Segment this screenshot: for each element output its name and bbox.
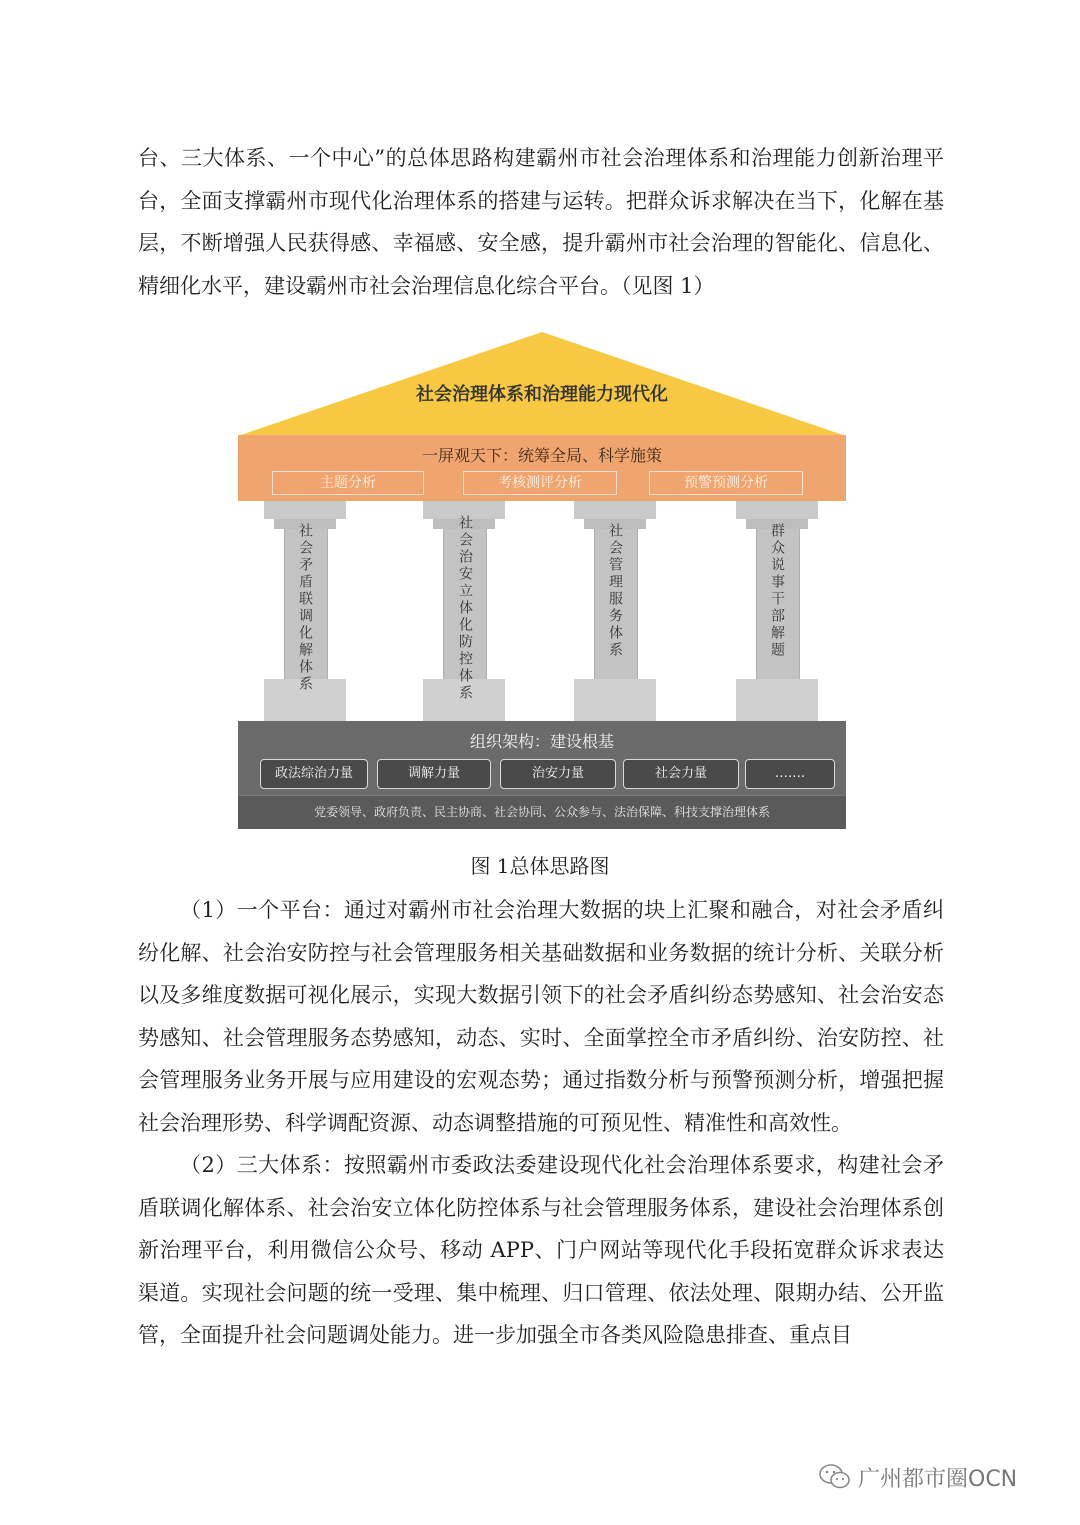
- force-political-legal: 政法综治力量: [260, 759, 368, 789]
- header-title: 一屏观天下：统筹全局、科学施策: [421, 446, 662, 465]
- header-box-warning-analysis: 预警预测分析: [649, 471, 803, 495]
- pillar-label: 社会治安立体化防控体系: [457, 515, 473, 702]
- pillars-row: [238, 501, 846, 723]
- force-more: …….: [745, 759, 835, 789]
- figure-caption: 图 1总体思路图: [470, 854, 610, 878]
- foundation-title: 组织架构：建设根基: [469, 732, 614, 751]
- overall-concept-diagram: [238, 332, 846, 828]
- section-one-paragraph: （1）一个平台：通过对霸州市社会治理大数据的块上汇聚和融合，对社会矛盾纠纷化解、社会治安防控与社会管理服务相关基础数据和业务数据的统计分析、关联分析以及多维度数据可视化展示，实现大数据引领下的社会矛盾纠纷态势感知、社会治安态势感知、社会管理服务态势感知，动态、实时、全面掌控全市矛盾纠纷、治安防控、社会管理服务业务开展与应用建设的宏观态势；通过指数分析与预警预测分析，增强把握社会治理形势、科学调配资源、动态调整措施的可预见性、精准性和高效性。: [138, 898, 944, 1135]
- intro-paragraph: 台、三大体系、一个中心”的总体思路构建霸州市社会治理体系和治理能力创新治理平台，全面支撑霸州市现代化治理体系的搭建与运转。把群众诉求解决在当下，化解在基层，不断增强人民获得感、幸福感、安全感，提升霸州市社会治理的智能化、信息化、精细化水平，建设霸州市社会治理信息化综合平台。（见图 1）: [138, 146, 944, 298]
- pillar-conflict-resolution: [264, 501, 346, 723]
- pillar-social-management: [574, 501, 656, 723]
- header-band: [238, 435, 846, 501]
- pillar-label: 社会矛盾联调化解体系: [297, 523, 313, 693]
- section-two-paragraph: （2）三大体系：按照霸州市委政法委建设现代化社会治理体系要求，构建社会矛盾联调化解体系、社会治安立体化防控体系与社会管理服务体系，建设社会治理体系创新治理平台，利用微信公众号、移动 APP、门户网站等现代化手段拓宽群众诉求表达渠道。实现社会问题的统一受理、集中梳理、归口管理、依法处理、限期办结、公开监管，全面提升社会问题调处能力。进一步加强全市各类风险隐患排查、重点目: [138, 1153, 944, 1348]
- foundation-bottom-text: 党委领导、政府负责、民主协商、社会协同、公众参与、法治保障、科技支撑治理体系: [238, 795, 846, 829]
- wechat-icon: [818, 1463, 852, 1491]
- force-public-order: 治安力量: [500, 759, 616, 789]
- pillar-people-speak: [736, 501, 818, 723]
- watermark: [818, 1460, 1017, 1494]
- roof-title: 社会治理体系和治理能力现代化: [416, 384, 668, 405]
- header-box-assessment-analysis: 考核测评分析: [463, 471, 617, 495]
- pillar-label: 群众说事干部解题: [769, 523, 785, 659]
- foundation-band: [238, 721, 846, 828]
- header-box-theme-analysis: 主题分析: [272, 471, 424, 495]
- pillar-public-security: [423, 501, 505, 723]
- pillar-label: 社会管理服务体系: [607, 523, 623, 659]
- watermark-text: 广州都市圈OCN: [858, 1466, 1018, 1492]
- force-social: 社会力量: [623, 759, 739, 789]
- force-mediation: 调解力量: [377, 759, 491, 789]
